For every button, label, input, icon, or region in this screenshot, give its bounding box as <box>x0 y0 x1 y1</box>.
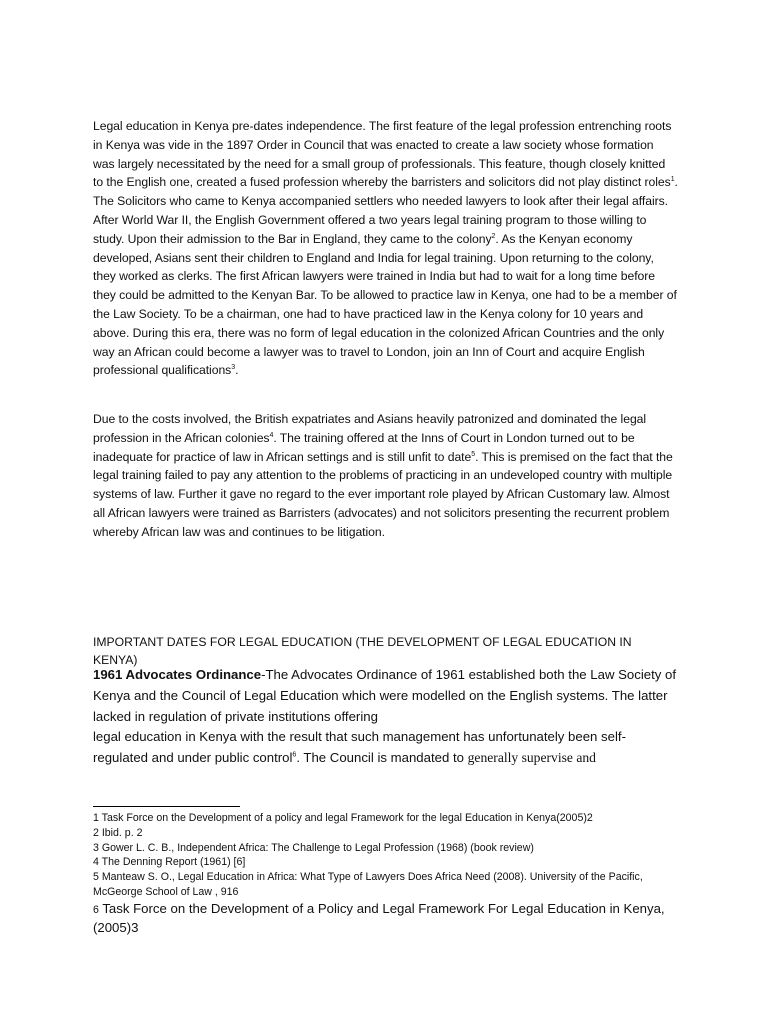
body-paragraph-history <box>93 117 678 380</box>
body-paragraph-costs <box>93 410 678 542</box>
footnote-5: 5 Manteaw S. O., Legal Education in Africa: What Type of Lawyers Does Africa Need (2008). University of the Pacific, McGeorge School of Law , 916 <box>93 871 643 898</box>
footnote-ref-1[interactable]: 1 <box>670 176 675 184</box>
ordinance-paragraph <box>93 665 678 769</box>
footnote-6-text: Task Force on the Development of a Policy and Legal Framework For Legal Education in Kenya, (2005)3 <box>93 900 665 936</box>
footnote-ref-4[interactable]: 4 <box>269 431 274 439</box>
footnote-1: 1 Task Force on the Development of a policy and legal Framework for the legal Education in Kenya(2005)2 <box>93 812 593 824</box>
footnote-ref-6[interactable]: 6 <box>292 751 297 759</box>
footnote-ref-5[interactable]: 5 <box>471 450 476 458</box>
paragraph-text: . The Solicitors who came to Kenya accompanied settlers who needed lawyers to look after their legal affairs. After World War II, the English Government offered a two years legal training program to those willing to study. Upon their admission to the Bar in England, they came to the colony <box>93 175 678 246</box>
footnotes <box>93 811 678 937</box>
paragraph-text: . The training offered at the Inns of Court in London turned out to be inadequate for practice of law in African settings and is still unfit to date <box>93 430 635 464</box>
ordinance-title: 1961 Advocates Ordinance <box>93 667 262 682</box>
paragraph-text: Due to the costs involved, the British expatriates and Asians heavily patronized and dominated the legal profession in the African colonies <box>93 412 647 445</box>
section-heading: IMPORTANT DATES FOR LEGAL EDUCATION (THE DEVELOPMENT OF LEGAL EDUCATION IN KENYA) <box>93 635 632 667</box>
footnote-4: 4 The Denning Report (1961) [6] <box>93 856 246 869</box>
footnote-ref-2[interactable]: 2 <box>491 232 496 240</box>
paragraph-text-serif: generally supervise and <box>467 750 596 766</box>
document-page <box>93 0 678 1024</box>
paragraph-text: -The Advocates Ordinance of 1961 established both the Law Society of Kenya and the Council of Legal Education which were modelled on the English systems. The latter lacked in regulation of private institutions offering <box>93 667 677 724</box>
footnote-2: 2 Ibid. p. 2 <box>93 826 143 839</box>
paragraph-text: Legal education in Kenya pre-dates independence. The first feature of the legal profession entrenching roots in Kenya was vide in the 1897 Order in Council that was enacted to create a law society whose formation was largely necessitated by the need for a small group of professionals. This feature, though closely knitted to the English one, created a fused profession whereby the barristers and solicitors did not play distinct roles <box>93 119 672 190</box>
footnote-6 <box>93 900 678 937</box>
paragraph-text: . As the Kenyan economy developed, Asians sent their children to England and India for legal training. Upon returning to the colony, they worked as clerks. The first African lawyers were trained in India but had to wait for a long time before they could be admitted to the Kenyan Bar. To be allowed to practice law in Kenya, one had to be a member of the Law Society. To be a chairman, one had to have practiced law in the Kenya colony for 10 years and above. During this era, there was no form of legal education in the colonized African Countries and the only way an African could become a lawyer was to travel to London, join an Inn of Court and acquire English professional qualifications <box>93 231 677 378</box>
paragraph-text: legal education in Kenya with the result that such management has unfortunately been self-regulated and under public control <box>93 729 626 766</box>
footnote-3: 3 Gower L. C. B., Independent Africa: The Challenge to Legal Profession (1968) (book review) <box>93 841 534 854</box>
footnote-6-number: 6 <box>93 903 99 916</box>
footnote-separator <box>93 806 240 807</box>
footnote-ref-3[interactable]: 3 <box>231 364 236 372</box>
paragraph-text: . This is premised on the fact that the legal training failed to pay any attention to the problems of practicing in an undeveloped country with multiple systems of law. Further it gave no regard to the ever important role played by African Customary law. Almost all African lawyers were trained as Barristers (advocates) and not solicitors presenting the recurrent problem whereby African law was and continues to be litigation. <box>93 449 673 539</box>
paragraph-text: . <box>235 363 239 378</box>
paragraph-text: . The Council is mandated to <box>296 750 468 766</box>
